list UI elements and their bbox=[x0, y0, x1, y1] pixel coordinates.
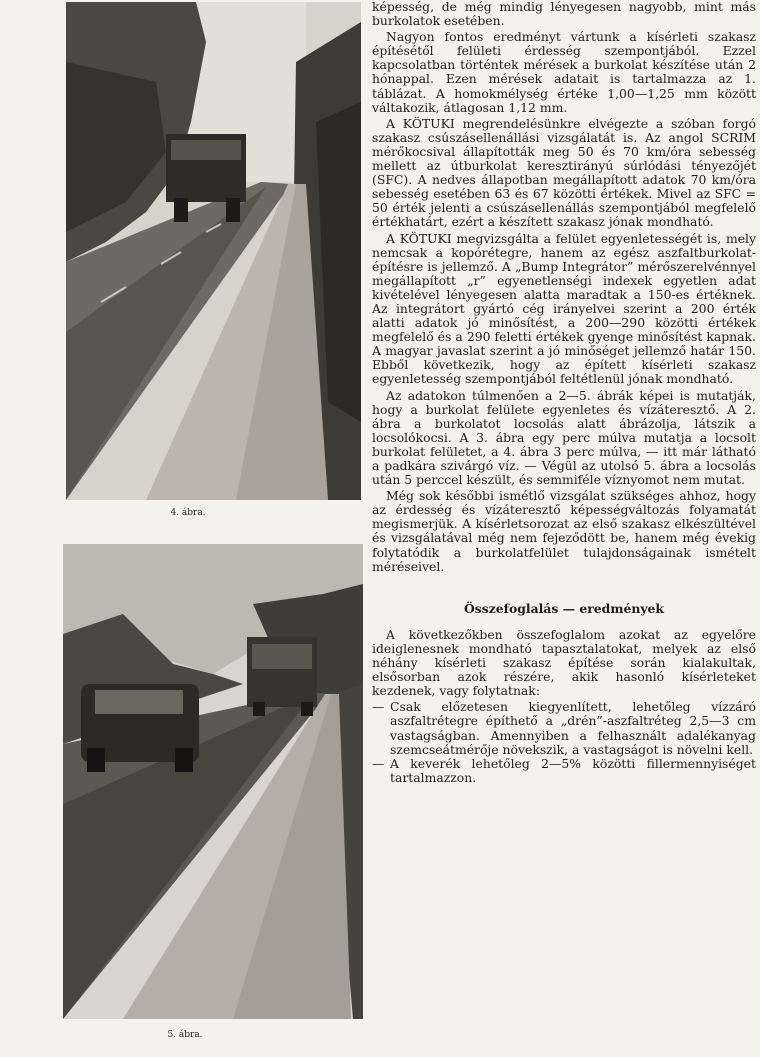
list-item bbox=[372, 700, 756, 756]
paragraph: Nagyon fontos eredményt vártunk a kísérleti szakasz építésétől felületi érdesség szempontjából. Ezzel kapcsolatban történtek mérések a burkolat készítése után 2 hónappal. Ezen mérések adatait is tartalmazza az 1. táblázat. A homokmélység értéke 1,00—1,25 mm között váltakozik, átlagosan 1,12 mm. bbox=[372, 29, 756, 115]
section-heading: Összefoglalás — eredmények bbox=[463, 600, 665, 616]
list-dash: — bbox=[372, 699, 385, 715]
list-dash: — bbox=[372, 755, 385, 771]
paragraph: Még sok későbbi ismétlő vizsgálat szükséges ahhoz, hogy az érdesség és vízáteresztő képességváltozás folyamatát megismerjük. A kísérletsorozat az első szakasz elkészültével és vizsgálatával még nem fejeződött be, hanem még évekig folytatódik a burkolatfelület tulajdonságainak ismételt méréseivel. bbox=[372, 488, 756, 574]
figure-5-caption: 5. ábra. bbox=[167, 1030, 203, 1040]
paragraph: képesség, de még mindig lényegesen nagyobb, mint más burkolatok esetében. bbox=[372, 0, 756, 29]
section-intro: A következőkben összefoglalom azokat az egyelőre ideiglenesnek mondható tapasztalatokat, melyek az első néhány kísérleti szakasz építése során kialakultak, elsősorban azok részére, akik hasonló kísérleteket kezdenek, vagy folytatnak: bbox=[372, 626, 756, 699]
figure-4-photo bbox=[66, 2, 361, 500]
paragraph: A KÖTUKI megrendelésünkre elvégezte a szóban forgó szakasz csúszásellenállási vizsgálatát is. Az angol SCRIM mérőkocsival állapították meg 50 és 70 km/óra sebesség mellett az útburkolat keresztirányú súrlódási tényezőjét (SFC). A nedves állapotban megállapított adatok 70 km/óra sebesség esetében 63 és 67 közötti értékek. Mivel az SFC = 50 érték jelenti a csúszásellenállás szempontjából megfelelő értékhatárt, ezért a készített szakasz jónak mondható. bbox=[372, 115, 756, 230]
list-item-text: A keverék lehetőleg 2—5% közötti fillermennyiséget tartalmazzon. bbox=[390, 755, 756, 785]
figure-4-caption: 4. ábra. bbox=[170, 508, 206, 518]
paragraph: A KÖTUKI megvizsgálta a felület egyenletességét is, mely nemcsak a kopórétegre, hanem az egész aszfaltburkolat-építésre is jellemző. A „Bump Integrátor” mérőszerelvénnyel megállapított „r” egyenetlenségi indexek egyetlen adat kivételével lényegesen alatta maradtak a 150-es értéknek. Az integrátort gyártó cég irányelvei szerint a 200 érték alatti adatok jó minősítést, a 200—290 közötti értékek megfelelő és a 290 feletti értékek gyenge minősítést kapnak. A magyar javaslat szerint a jó minőséget jellemző határ 150. Ebből következik, hogy az épített kísérleti szakasz egyenletesség szempontjából feltétlenül jónak mondható. bbox=[372, 230, 756, 387]
paragraph: Az adatokon túlmenően a 2—5. ábrák képei is mutatják, hogy a burkolat felülete egyenletes és vízáteresztő. A 2. ábra a burkolatot locsolás alatt ábrázolja, látszik a locsolókocsi. A 3. ábra egy perc múlva mutatja a locsolt burkolat felületet, a 4. ábra 3 perc múlva, — itt már látható a padkára szivárgó víz. — Végül az utolsó 5. ábra a locsolás után 5 perccel készült, és semmiféle víznyomot nem mutat. bbox=[372, 387, 756, 488]
list-item-text: Csak előzetesen kiegyenlített, lehetőleg vízzáró aszfaltrétegre építhető a „drén”-aszfaltréteg 2,5—3 cm vastagságban. Amennyiben a felhasznált adalékanyag szemcseátmérője növekszik, a vastagságot is növelni kell. bbox=[390, 699, 756, 757]
list-item bbox=[372, 757, 756, 785]
figure-5-photo bbox=[63, 544, 363, 1019]
text-column bbox=[372, 0, 756, 785]
road-truck-photo bbox=[66, 2, 361, 500]
road-car-truck-photo bbox=[63, 544, 363, 1019]
